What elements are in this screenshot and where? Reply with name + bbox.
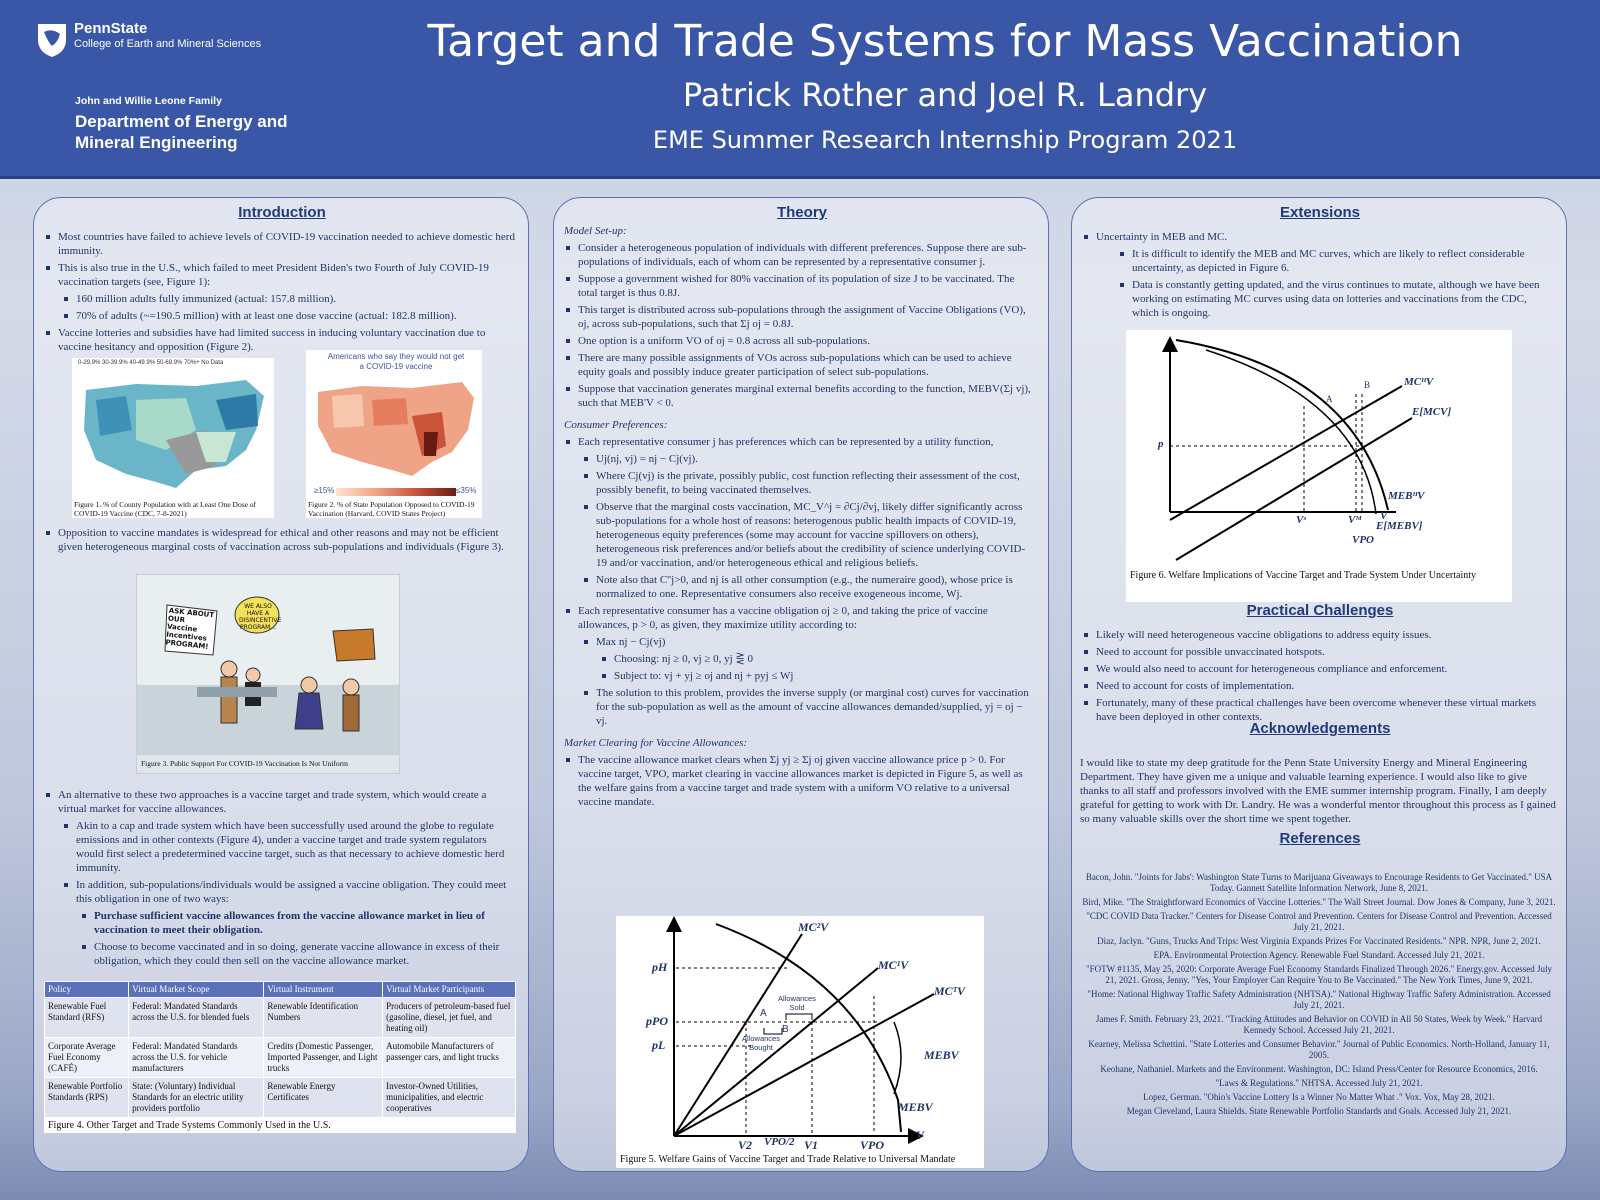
table-cell: State: (Voluntary) Individual Standards for an electric utility providers portfolio [129,1078,264,1118]
figure-2-opposition-map [306,350,482,518]
theory-subsubbullet: Subject to: vj + yj ≥ oj and nj + pyj ≤ Wj [614,669,1036,683]
logo-name: PennState [74,20,148,37]
fig5-pl-label: pL [652,1038,666,1052]
reference-item: "Laws & Regulations." NHTSA. Accessed July 21, 2021. [1215,1078,1423,1088]
challenge-item: Likely will need heterogeneous vaccine obligations to address equity issues. [1096,628,1554,642]
poster-program: EME Summer Research Internship Program 2021 [652,126,1238,154]
fig5-meb-brace [894,1022,901,1094]
ext-bullet: Uncertainty in MEB and MC. [1096,230,1554,244]
reference-item: "FOTW #1135, May 25, 2020: Corporate Average Fuel Economy Standards Finalized Through 2026." Energy.gov. Accessed July 21, 2021. Gross, Jenny. "Yes, Your Employer Can Require You to Be Vaccinated." The New York Times, June 9, 2021. [1085,964,1553,985]
department-block [75,95,315,153]
fig1-legend: 0-29.9% 30-39.9% 40-49.9% 50-69.9% 70%+ No Data [78,360,224,366]
intro-subbullet: 70% of adults (~=190.5 million) with at least one dose vaccine (actual: 182.8 million). [76,309,516,323]
fig6-emc-label: E[MCV] [1412,406,1452,418]
reference-item: EPA. Environmental Protection Agency. Renewable Fuel Standard. Accessed July 21, 2021. [1153,950,1485,960]
table-cell: Producers of petroleum-based fuel (gasoline, diesel, jet fuel, and heating oil) [383,998,516,1038]
acknowledgements-heading: Acknowledgements [1249,720,1391,737]
theory-bullet: One option is a uniform VO of oj = 0.8 across all sub-populations. [578,334,1036,348]
figure-5-caption: Figure 5. Welfare Gains of Vaccine Target and Trade Relative to Universal Mandate [620,1154,956,1165]
fig6-point-b: B [1364,380,1371,390]
table-cell: Automobile Manufacturers of passenger cars, and light trucks [383,1038,516,1078]
theory-subbullet: The solution to this problem, provides the inverse supply (or marginal cost) curves for vaccination for the sub-population as well as the amount of vaccine allowances demanded/supplied, yj = oj − vj. [596,686,1036,728]
practical-challenges-heading: Practical Challenges [1246,602,1394,619]
dept-family: John and Willie Leone Family [75,95,222,107]
theory-bullet: Consider a heterogeneous population of individuals with different preferences. Suppose there are sub-populations of individuals, each of whom can be represented by a representative consumer j. [578,241,1036,269]
fig5-ppo-label: pPO [646,1014,668,1028]
intro-bullets-bottom [44,788,516,971]
reference-item: Megan Cleveland, Laura Shields. State Renewable Portfolio Standards and Goals. Accessed July 21, 2021. [1126,1106,1512,1116]
reference-item: Bird, Mike. "The Straightforward Economics of Vaccine Lotteries." The Wall Street Journal. Dow Jones & Company, June 3, 2021. [1082,897,1556,907]
introduction-heading: Introduction [238,204,326,221]
fig6-point-a: A [1326,394,1333,404]
theory-subbullet: Where Cj(vj) is the private, possibly public, cost function reflecting their assessment of the cost, possibly benefit, to being vaccinated themselves. [596,469,1036,497]
reference-item: Diaz, Jaclyn. "Guns, Trucks And Trips: West Virginia Expands Prizes For Vaccinated Residents." NPR. NPR, June 2, 2021. [1097,936,1541,946]
theory-bullet: Each representative consumer has a vaccine obligation oj ≥ 0, and taking the price of vaccine allowances, p > 0, as given, they maximize utility according to: [578,604,1036,632]
table-cell: Federal: Mandated Standards across the U.S. for vehicle manufacturers [129,1038,264,1078]
table-cell: Investor-Owned Utilities, municipalities, and electric cooperatives [383,1078,516,1118]
figure-1-caption: Figure 1. % of County Population with at Least One Dose of COVID-19 Vaccine (CDC, 7-8-2021) [74,500,257,518]
practical-challenges-text [1082,628,1554,727]
table-header-row [45,982,516,998]
introduction-panel [33,197,529,1172]
fig6-emc-curve [1176,418,1412,560]
fig5-ph-label: pH [652,960,668,974]
table-cell: Corporate Average Fuel Economy (CAFÉ) [45,1038,129,1078]
fig6-emeb-label: E[MEBV] [1376,520,1423,532]
theory-panel [553,197,1049,1172]
table-cell: Federal: Mandated Standards across the U.S. for blended fuels [129,998,264,1038]
theory-subbullet: Uj(nj, vj) = nj − Cj(vj). [596,452,1036,466]
fig6-v-label: V [1380,510,1388,522]
intro-bullet: This is also true in the U.S., which failed to meet President Biden's two Fourth of July COVID-19 vaccination targets (see, Figure 1): [58,261,516,289]
consumer-prefs-label: Consumer Preferences: [564,419,668,431]
fig6-p-label: p [1158,438,1164,450]
fig6-vpo-label: VPO [1352,534,1374,546]
figure-5-svg [616,916,984,1168]
figure-6-uncertainty-diagram [1126,330,1512,602]
us-county-map-icon [76,370,272,502]
fig5-meb-label: MEBV [924,1048,959,1062]
fig5-v1-label: V1 [804,1138,819,1152]
extensions-text [1082,230,1554,323]
fig5-mct-curve [674,994,934,1136]
reference-item: Bacon, John. "Joints for Jabs': Washington State Turns to Marijuana Giveaways to Encourage Residents to Get Vaccinated." USA Today. Gannett Satellite Information Network, June 8, 2021. [1085,872,1553,893]
fig5-allowances-bought: Allowances Bought [742,1034,780,1052]
ext-subbullet: Data is constantly getting updated, and the virus continues to mutate, although we have been working on estimating MC curves using data on lotteries and vaccinations from the CDC, which is ongoing. [1132,278,1554,320]
fig5-mc1-label: MC¹V [878,958,909,972]
figure-4-table-wrap [44,981,516,1133]
us-state-map-icon [312,376,478,486]
cartoon-illustration-icon [137,575,399,755]
intro-bullet: An alternative to these two approaches is a vaccine target and trade system, which would create a virtual market for vaccine allowances. [58,788,516,816]
challenge-item: Need to account for costs of implementation. [1096,679,1554,693]
theory-bullet: This target is distributed across sub-populations through the assignment of Vaccine Obligations (VO), oj, across sub-populations, such that Σj oj = 0.8J. [578,303,1036,331]
reference-item: "Home: National Highway Traffic Safety Administration (NHTSA)." National Highway Traffic Safety Administration. Accessed July 21, 2021. [1087,989,1551,1010]
theory-subbullet: Max nj − Cj(vj) [596,635,1036,649]
logo-college: College of Earth and Mineral Sciences [74,38,262,50]
practical-challenges-list [1082,628,1554,724]
fig2-color-scale [336,488,456,496]
fig6-emeb-curve [1206,350,1376,514]
cartoon-bubble-text: WE ALSO HAVE A DISINCENTIVE PROGRAM... [239,603,282,631]
intro-bullet: Most countries have failed to achieve levels of COVID-19 vaccination needed to achieve domestic herd immunity. [58,231,515,257]
intro-bullet: Vaccine lotteries and subsidies have had limited success in inducing voluntary vaccination due to vaccine hesitancy and opposition (Figure 2). [58,326,516,354]
fig5-point-b: B [782,1024,789,1035]
dept-name: Department of Energy and Mineral Engineering [75,112,288,152]
theory-text [564,224,1036,812]
challenge-item: Need to account for possible unvaccinated hotspots. [1096,645,1554,659]
ext-subbullet: It is difficult to identify the MEB and MC curves, which are likely to reflect considerable uncertainty, as depicted in Figure 6. [1132,247,1554,275]
theory-subbullet: Note also that C''j>0, and nj is all other consumption (e.g., the numeraire good), whose price is normalized to one. Representative consumers also receive exogeneous income, Wj. [596,573,1036,601]
fig5-meb-axis-label: MEBV [898,1100,933,1114]
theory-heading: Theory [776,204,827,221]
table-cell: Renewable Portfolio Standards (RPS) [45,1078,129,1118]
theory-bullet: The vaccine allowance market clears when Σj yj ≥ Σj oj given vaccine allowance price p > 0. For vaccine target, VPO, market clearing in vaccine allowances market is depicted in Figure 5, as well as the welfare gains from a vaccine target and trade system with a uniform VO relative to a universal vaccine mandate. [578,753,1036,809]
figure-1-vaccination-map [72,358,274,518]
poster-header [0,0,1600,179]
poster-authors: Patrick Rother and Joel R. Landry [682,76,1208,114]
fig5-mc2-label: MC²V [798,920,829,934]
intro-bullet: Opposition to vaccine mandates is widespread for ethical and other reasons and may not be efficient given heterogeneous marginal costs of vaccination across sub-populations and individuals (Figure 3). [58,526,516,554]
figure-3-cartoon [136,574,400,774]
fig6-vm-label: Vᴹ [1348,514,1362,526]
theory-bullet: Suppose that vaccination generates marginal external benefits according to the function, MEBV(Σj vj), such that MEB'V < 0. [578,382,1036,410]
market-clearing-label: Market Clearing for Vaccine Allowances: [564,737,748,749]
fig5-allowances-sold: Allowances Sold [778,994,816,1012]
theory-subbullet: Observe that the marginal costs vaccination, MC_V^j = ∂Cj/∂vj, likely differ significantly across sub-populations for a whole host of reasons: heterogenous public health impacts of COVID-19, heterogeneous equity preferences (some may account for vaccine spillovers on others), heterogeneous risk preferences and/or beliefs about the credibility of science underlying COVID-19 and/or vaccination, and/or heterogeneous ethical and religious beliefs. [596,500,1036,570]
fig2-high-label: ≤35% [456,486,477,495]
intro-subsubbullet: Choose to become vaccinated and in so doing, generate vaccine allowance in excess of their obligation, which they could then sell on the vaccine allowance market. [94,940,516,968]
reference-item: James F. Smith. February 23, 2021. "Tracking Attitudes and Behavior on COVID in All 50 States, Week by Week." Harvard Kennedy School. Accessed July 21, 2021. [1095,1014,1543,1035]
figure-6-svg [1126,330,1512,570]
fig6-mch-label: MCᴴV [1404,376,1434,388]
fig6-mebh-label: MEBᴴV [1388,490,1425,502]
table-row [45,998,516,1038]
theory-bullet: Each representative consumer j has preferences which can be represented by a utility function, [578,435,1036,449]
intro-subbullet: In addition, sub-populations/individuals would be assigned a vaccine obligation. They could meet this obligation in one of two ways: [76,878,516,906]
fig6-vs-label: Vˢ [1296,514,1306,526]
reference-item: Lopez, German. "Ohio's Vaccine Lottery Is a Winner No Matter What ." Vox. Vox, May 28, 2021. [1143,1092,1495,1102]
intro-subbullet: 160 million adults fully immunized (actual: 157.8 million). [76,292,516,306]
reference-item: "CDC COVID Data Tracker." Centers for Disease Control and Prevention. Centers for Disease Control and Prevention. Accessed July 21, 2021. [1086,911,1552,932]
figure-2-caption: Figure 2. % of State Population Opposed to COVID-19 Vaccination (Harvard, COVID States Project) [308,500,475,518]
fig5-vpo2-label: VPO/2 [764,1136,795,1148]
table-header-cell: Virtual Market Participants [383,982,516,998]
table-cell: Renewable Fuel Standard (RFS) [45,998,129,1038]
table-header-cell: Virtual Instrument [264,982,383,998]
figure-6-caption: Figure 6. Welfare Implications of Vaccine Target and Trade System Under Uncertainty [1130,570,1477,581]
extensions-panel [1071,197,1567,1172]
intro-bullets-mid [44,526,516,557]
model-setup-label: Model Set-up: [564,225,627,237]
theory-subsubbullet: Choosing: nj ≥ 0, vj ≥ 0, yj ⋛ 0 [614,652,1036,666]
poster-title: Target and Trade Systems for Mass Vaccination [427,16,1463,67]
figure-3-caption: Figure 3. Public Support For COVID-19 Vaccination Is Not Uniform [141,759,348,768]
figure-5-welfare-diagram [616,916,984,1168]
theory-bullet: Suppose a government wished for 80% vaccination of its population of size J to be vaccinated. The total target is thus 0.8J. [578,272,1036,300]
intro-subsubbullet: Purchase sufficient vaccine allowances from the vaccine allowance market in lieu of vaccination to meet their obligation. [94,909,516,937]
challenge-item: We would also need to account for heterogeneous compliance and enforcement. [1096,662,1554,676]
table-header-cell: Virtual Market Scope [129,982,264,998]
table-cell: Credits (Domestic Passenger, Imported Passenger, and Light trucks [264,1038,383,1078]
table-header-cell: Policy [45,982,129,998]
reference-item: Kearney, Melissa Schettini. "State Lotteries and Consumer Behavior." Journal of Public Economics. North-Holland, January 11, 2005. [1088,1039,1550,1060]
fig5-mct-label: MCᵀV [934,984,966,998]
intro-bullets-top [44,230,516,357]
table-cell: Renewable Identification Numbers [264,998,383,1038]
challenge-item: Fortunately, many of these practical challenges have been overcome whenever these virtual markets have been deployed in other contexts. [1096,696,1554,724]
references-heading: References [1279,830,1361,847]
fig5-point-a: A [760,1008,767,1019]
fig2-title: Americans who say they would not get a COVID-19 vaccine [327,352,465,371]
fig2-low-label: ≥15% [314,486,335,495]
theory-bullet: There are many possible assignments of VOs across sub-populations which can be used to achieve equity goals and possibly induce greater participation of select sub-populations. [578,351,1036,379]
table-row [45,1038,516,1078]
extensions-heading: Extensions [1279,204,1361,221]
acknowledgements-text: I would like to state my deep gratitude for the Penn State University Energy and Mineral Engineering Department. They have given me a unique and valuable learning experience. I would also like to give thanks to all staff and professors involved with the EME summer internship program. Finally, I am deeply grateful for getting to work with Dr. Landry. He was a wonderful mentor throughout this process as I gained so many valuable skills over the short time we spent together. [1080,757,1556,825]
reference-item: Keohane, Nathaniel. Markets and the Environment. Washington, DC: Island Press/Center for Resource Economics, 2016. [1100,1064,1538,1074]
references-list [1080,872,1558,1120]
fig5-vpo-label: VPO [860,1138,884,1152]
target-trade-systems-table [44,981,516,1118]
fig5-sold-bracket [786,1014,812,1020]
cartoon-sign-text: ASK ABOUT OUR Vaccine Incentives PROGRAM! [165,606,215,651]
intro-subbullet: Akin to a cap and trade system which have been successfully used around the globe to regulate emissions and in other contexts (Figure 4), under a vaccine target and trade system regulators would first select a predetermined vaccine target, such as that necessary to achieve domestic herd immunity. [76,819,516,875]
figure-4-caption: Figure 4. Other Target and Trade Systems Commonly Used in the U.S. [48,1120,331,1131]
fig5-v2-label: V2 [738,1138,753,1152]
fig5-v-label: V [916,1128,925,1142]
table-cell: Renewable Energy Certificates [264,1078,383,1118]
table-row [45,1078,516,1118]
nittany-lion-shield-icon [36,22,68,58]
